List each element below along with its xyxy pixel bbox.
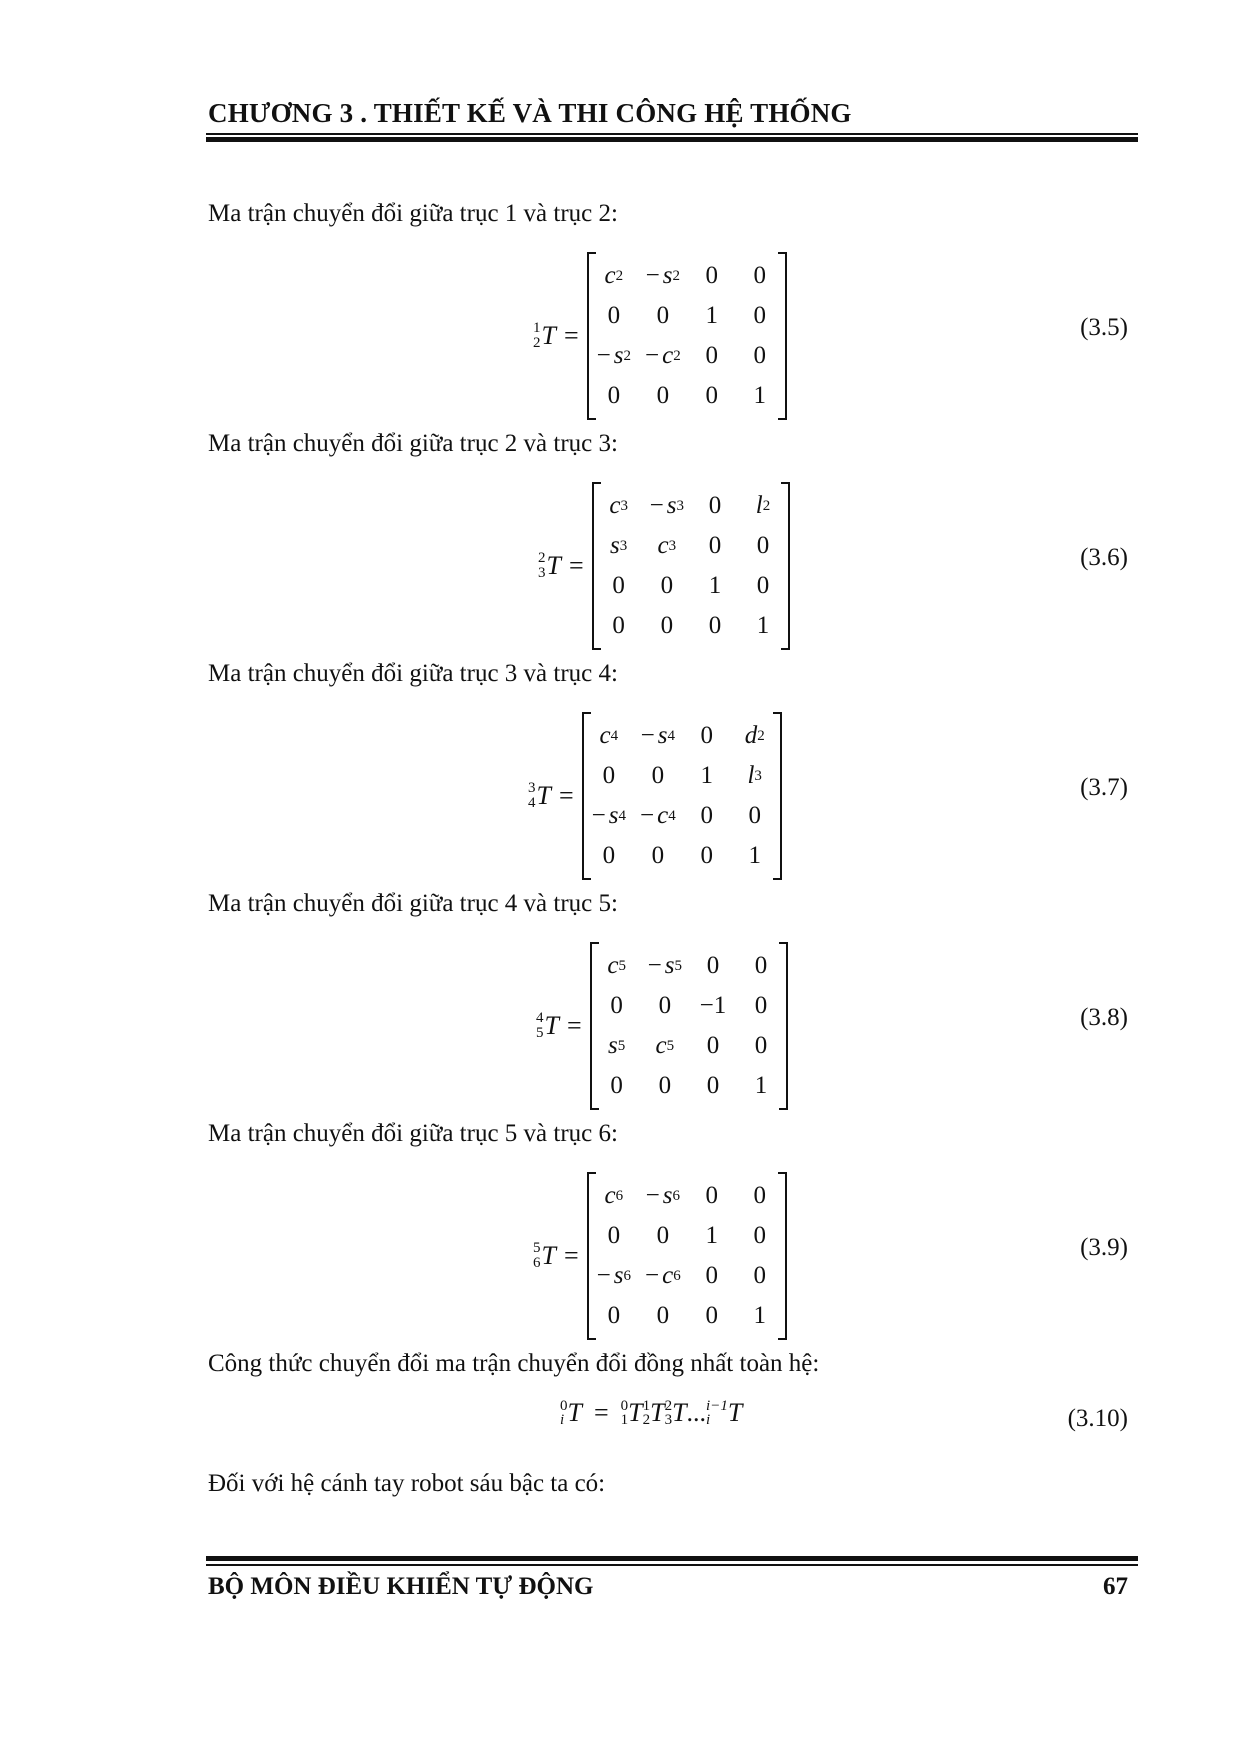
matrix-cell: 0	[660, 572, 674, 599]
matrix-lhs-indices	[528, 781, 536, 811]
formula-equals: =	[593, 1398, 609, 1427]
matrix-cell: 0	[612, 572, 625, 599]
matrix-cell: 0	[753, 1222, 766, 1249]
matrix-cell: − s 3	[649, 492, 684, 519]
formula-term-1-indices	[621, 1399, 629, 1427]
matrix-equals: =	[563, 1241, 579, 1270]
matrix-cell: 0	[753, 342, 766, 369]
matrix-lhs	[538, 551, 584, 581]
matrix-lhs-sup: 5	[533, 1240, 541, 1256]
matrix-cell: 0	[706, 1032, 720, 1059]
paragraph-six-dof: Đối với hệ cánh tay robot sáu bậc ta có:	[208, 1470, 606, 1497]
matrix-cell: 0	[656, 1222, 670, 1249]
matrix-lhs-sub: 6	[533, 1255, 541, 1271]
transformation-matrix	[582, 712, 782, 880]
matrix-cell: 1	[705, 302, 718, 329]
matrix-cell: 0	[705, 1302, 718, 1329]
matrix-lhs	[536, 1011, 582, 1041]
matrix-lhs-symbol: T	[546, 551, 561, 580]
matrix-cell: 0	[658, 1072, 672, 1099]
matrix-cell: − s 4	[591, 802, 626, 829]
matrix-cell: c 3	[657, 532, 677, 559]
matrix-cell: − s 2	[645, 262, 681, 289]
formula-last-indices	[706, 1399, 728, 1427]
matrix-cell: 0	[656, 1302, 670, 1329]
equation-number-3-6: (3.6)	[1080, 544, 1128, 571]
formula-ellipsis: ...	[686, 1398, 707, 1427]
matrix-equals: =	[566, 1011, 582, 1040]
formula-lhs-symbol: T	[567, 1398, 582, 1427]
matrix-cell: 0	[705, 262, 718, 289]
matrix-cell: 0	[756, 532, 770, 559]
matrix-cell: 0	[753, 1182, 766, 1209]
matrix-cell: 1	[754, 1072, 768, 1099]
matrix-cell: − s 6	[596, 1262, 631, 1289]
formula-lhs-sub: i	[560, 1412, 565, 1428]
equation-3-6	[538, 482, 790, 650]
matrix-cell: 1	[756, 612, 770, 639]
matrix-cell: −1	[699, 992, 727, 1019]
equation-3-5	[533, 252, 787, 420]
matrix-cell: 0	[602, 762, 616, 789]
matrix-cell: 0	[754, 952, 768, 979]
footer-rule-thick	[206, 1556, 1138, 1561]
matrix-cell: 0	[700, 722, 713, 749]
equation-number-3-5: (3.5)	[1080, 314, 1128, 341]
equation-number-3-10: (3.10)	[1067, 1405, 1128, 1432]
matrix-cell: 0	[705, 382, 718, 409]
matrix-lhs-symbol: T	[536, 781, 551, 810]
equation-number-3-8: (3.8)	[1080, 1004, 1128, 1031]
matrix-equals: =	[558, 781, 574, 810]
transformation-matrix	[587, 252, 787, 420]
matrix-cell: − c 2	[644, 342, 681, 369]
matrix-cell: 0	[656, 382, 670, 409]
matrix-cell: c 2	[604, 262, 624, 289]
matrix-cell: − c 4	[639, 802, 676, 829]
paragraph-axis-5-6: Ma trận chuyển đổi giữa trục 5 và trục 6:	[208, 1120, 618, 1147]
matrix-cell: 0	[708, 532, 722, 559]
matrix-lhs-sub: 4	[528, 795, 536, 811]
paragraph-axis-3-4: Ma trận chuyển đổi giữa trục 3 và trục 4:	[208, 660, 618, 687]
matrix-cell: 0	[705, 342, 718, 369]
matrix-lhs-sup: 4	[536, 1010, 544, 1026]
matrix-cell: c 5	[607, 952, 626, 979]
matrix-cell: 1	[753, 382, 766, 409]
matrix-cell: l 2	[755, 492, 771, 519]
matrix-cell: 0	[705, 1182, 718, 1209]
matrix-cell: s 5	[608, 1032, 626, 1059]
equation-3-8	[536, 942, 788, 1110]
formula-term-2-indices	[643, 1399, 651, 1427]
matrix-cell: 0	[651, 842, 665, 869]
matrix-cell: c 3	[609, 492, 628, 519]
equation-3-7	[528, 712, 782, 880]
matrix-cell: 0	[706, 952, 720, 979]
formula-term-2-sup: 1	[642, 1398, 651, 1414]
formula-term-2-symbol: T	[650, 1398, 665, 1427]
matrix-cell: 0	[753, 302, 766, 329]
matrix-lhs-sup: 1	[533, 320, 541, 336]
formula-term-1-sup: 0	[620, 1398, 629, 1414]
header-rule-thin	[206, 133, 1138, 135]
matrix-cell: 0	[607, 1302, 621, 1329]
matrix-cell: 0	[756, 572, 770, 599]
matrix-cell: 0	[660, 612, 674, 639]
matrix-cell: 1	[748, 842, 761, 869]
formula-lhs-sup: 0	[560, 1398, 568, 1414]
matrix-lhs-indices	[533, 1241, 541, 1271]
matrix-lhs	[533, 1241, 579, 1271]
transformation-matrix	[587, 1172, 787, 1340]
matrix-lhs-symbol: T	[544, 1011, 559, 1040]
formula-last-sub: i	[706, 1412, 711, 1428]
transformation-matrix	[590, 942, 788, 1110]
matrix-cell: 0	[607, 302, 621, 329]
page-number: 67	[1103, 1573, 1128, 1600]
formula-term-2-sub: 2	[642, 1412, 651, 1428]
matrix-lhs-sup: 3	[528, 780, 536, 796]
matrix-cell: − s 4	[640, 722, 676, 749]
matrix-cell: l 3	[747, 762, 762, 789]
matrix-cell: 0	[607, 382, 621, 409]
matrix-lhs-sub: 3	[538, 565, 546, 581]
matrix-cell: 0	[658, 992, 672, 1019]
matrix-lhs-indices	[536, 1011, 544, 1041]
matrix-cell: d 2	[744, 722, 765, 749]
formula-last-symbol: T	[727, 1398, 743, 1427]
formula-term-3-sub: 3	[664, 1412, 673, 1428]
matrix-cell: 0	[753, 262, 766, 289]
matrix-cell: 0	[610, 1072, 623, 1099]
formula-term-3-symbol: T	[672, 1398, 687, 1427]
matrix-lhs-sub: 5	[536, 1025, 544, 1041]
matrix-cell: − s 6	[645, 1182, 681, 1209]
matrix-cell: − s 2	[596, 342, 631, 369]
matrix-cell: 0	[602, 842, 616, 869]
matrix-cell: 0	[651, 762, 665, 789]
matrix-cell: c 5	[655, 1032, 675, 1059]
formula-term-1-symbol: T	[628, 1398, 643, 1427]
matrix-cell: − c 6	[644, 1262, 681, 1289]
matrix-cell: 1	[753, 1302, 766, 1329]
formula-term-1-sub: 1	[620, 1412, 629, 1428]
matrix-cell: 0	[700, 802, 713, 829]
matrix-cell: 0	[754, 1032, 768, 1059]
matrix-cell: 1	[708, 572, 722, 599]
matrix-lhs-symbol: T	[541, 1241, 556, 1270]
matrix-lhs-indices	[533, 321, 541, 351]
matrix-cell: 0	[612, 612, 625, 639]
paragraph-axis-1-2: Ma trận chuyển đổi giữa trục 1 và trục 2:	[208, 200, 618, 227]
matrix-cell: 0	[700, 842, 713, 869]
matrix-equals: =	[568, 551, 584, 580]
matrix-cell: − s 5	[647, 952, 682, 979]
matrix-lhs-symbol: T	[541, 321, 556, 350]
equation-3-9	[533, 1172, 787, 1340]
department-name: BỘ MÔN ĐIỀU KHIỂN TỰ ĐỘNG	[208, 1573, 594, 1600]
matrix-cell: 0	[754, 992, 768, 1019]
matrix-cell: 0	[708, 492, 722, 519]
matrix-cell: c 4	[599, 722, 619, 749]
equation-number-3-9: (3.9)	[1080, 1234, 1128, 1261]
paragraph-general-formula: Công thức chuyển đổi ma trận chuyển đổi đồng nhất toàn hệ:	[208, 1350, 820, 1377]
chapter-title: CHƯƠNG 3 . THIẾT KẾ VÀ THI CÔNG HỆ THỐNG	[208, 98, 852, 128]
footer-rule-thin	[206, 1564, 1138, 1566]
header-rule-thick	[206, 137, 1138, 142]
matrix-lhs-sup: 2	[538, 550, 546, 566]
formula-3-10	[560, 1398, 742, 1428]
transformation-matrix	[592, 482, 790, 650]
formula-lhs-indices	[560, 1399, 568, 1427]
matrix-cell: 0	[656, 302, 670, 329]
matrix-cell: 1	[700, 762, 713, 789]
matrix-lhs-sub: 2	[533, 335, 541, 351]
matrix-lhs	[533, 321, 579, 351]
equation-number-3-7: (3.7)	[1080, 774, 1128, 801]
matrix-lhs	[528, 781, 574, 811]
matrix-cell: 0	[705, 1262, 718, 1289]
matrix-cell: 0	[610, 992, 623, 1019]
matrix-cell: 1	[705, 1222, 718, 1249]
matrix-cell: s 3	[610, 532, 628, 559]
formula-term-3-indices	[665, 1399, 673, 1427]
paragraph-axis-4-5: Ma trận chuyển đổi giữa trục 4 và trục 5:	[208, 890, 618, 917]
matrix-cell: 0	[753, 1262, 766, 1289]
matrix-cell: 0	[748, 802, 761, 829]
matrix-cell: 0	[706, 1072, 720, 1099]
matrix-equals: =	[563, 321, 579, 350]
matrix-cell: c 6	[604, 1182, 624, 1209]
formula-term-3-sup: 2	[664, 1398, 673, 1414]
paragraph-axis-2-3: Ma trận chuyển đổi giữa trục 2 và trục 3:	[208, 430, 618, 457]
matrix-lhs-indices	[538, 551, 546, 581]
matrix-cell: 0	[708, 612, 722, 639]
formula-last-sup: i−1	[706, 1398, 728, 1414]
matrix-cell: 0	[607, 1222, 621, 1249]
